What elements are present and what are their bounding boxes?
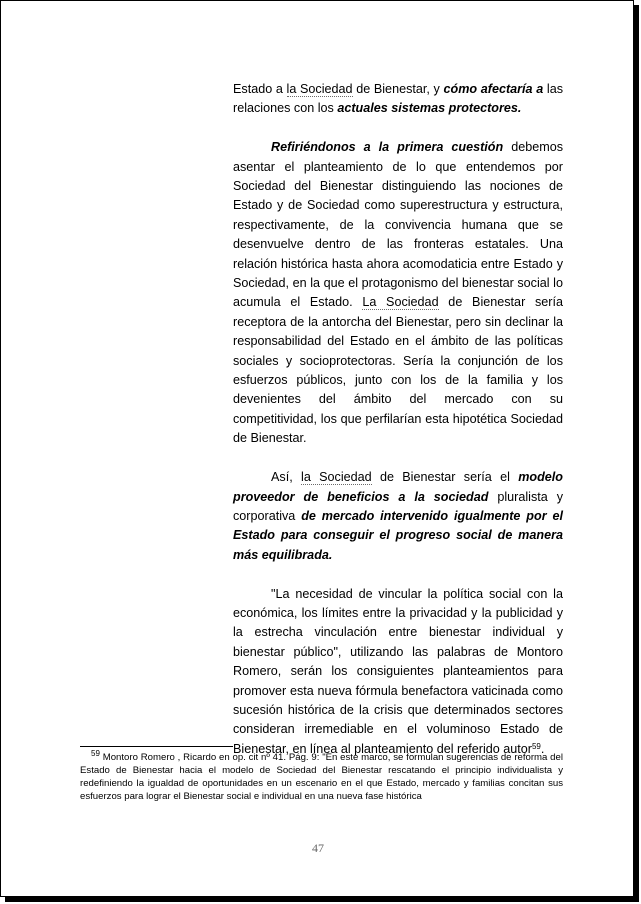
grammar-underlined-text: la Sociedad — [301, 470, 372, 485]
page-number: 47 — [312, 841, 324, 855]
footnote-text: Montoro Romero , Ricardo en op. cit nº 41. Pág. 9: "En este marco, se formulan sugerencias de reforma del Estado de Bienestar hacia el modelo de Sociedad del Bienestar rescatando el principio individualista y redefiniendo la igualdad de oportunidades en un escenario en el que Estado, mercado y familias concitan sus esfuerzos para lograr el Bienestar social e individual en una nueva fase histórica — [80, 752, 563, 802]
text-run: Estado a — [233, 82, 287, 96]
paragraph-1 — [233, 80, 563, 119]
footnote — [80, 751, 563, 803]
paragraph-4 — [233, 585, 563, 760]
emphasis-text: de mercado intervenido igualmente por el Estado para conseguir el progreso social de manera más equilibrada. — [233, 508, 563, 562]
main-text-column — [233, 80, 563, 759]
text-run: de Bienestar sería receptora de la antorcha del Bienestar, pero sin declinar la responsabilidad del Estado en el ámbito de las políticas sociales y socioprotectoras. Sería la conjunción de los esfuerzos públicos, junto con los de la familia y los devenientes del ámbito del mercado con su competitividad, los que perfilarían esta hipotética Sociedad de Bienestar. — [233, 295, 563, 446]
grammar-underlined-text: La Sociedad — [362, 295, 439, 310]
text-run: las relaciones con los — [233, 82, 563, 116]
text-run: Así, — [271, 470, 302, 485]
text-run: . — [540, 741, 545, 756]
emphasis-text: cómo afectaría a — [443, 82, 544, 96]
grammar-underlined-text: la Sociedad — [286, 82, 353, 96]
text-run: de Bienestar sería el — [371, 470, 519, 485]
footnote-reference[interactable]: 59 — [531, 741, 541, 751]
emphasis-text: Refiriéndonos a la primera cuestión — [271, 140, 504, 155]
footnote-separator — [80, 746, 233, 747]
paragraph-3 — [233, 468, 563, 565]
paragraph-2 — [233, 138, 563, 449]
emphasis-text: actuales sistemas protectores. — [337, 101, 522, 116]
text-run: "La necesidad de vincular la política social con la económica, los límites entre la privacidad y la publicidad y la estrecha vinculación entre bienestar individual y bienestar público", utilizando las palabras de Montoro Romero, serán los consiguientes planteamientos para promover esta nueva fórmula benefactora vaticinada como sucesión histórica de la crisis que determinados sectores consideran irremediable en el voluminoso Estado de Bienestar, en línea al planteamiento del referido autor — [233, 586, 563, 756]
text-run: de Bienestar, y — [352, 82, 444, 96]
footnote-number: 59 — [91, 749, 100, 758]
text-run: pluralista y corporativa — [233, 489, 563, 523]
text-run: debemos asentar el planteamiento de lo que entendemos por Sociedad del Bienestar distinguiendo las nociones de Estado y de Sociedad como superestructura y estructura, respectivamente, de la convivencia humana que se desenvuelve dentro de las fronteras estatales. Una relación histórica hasta ahora acomodaticia entre Estado y Sociedad, en la que el protagonismo del bienestar social lo acumula el Estado. — [233, 140, 564, 310]
emphasis-text: modelo proveedor de beneficios a la sociedad — [233, 470, 563, 504]
